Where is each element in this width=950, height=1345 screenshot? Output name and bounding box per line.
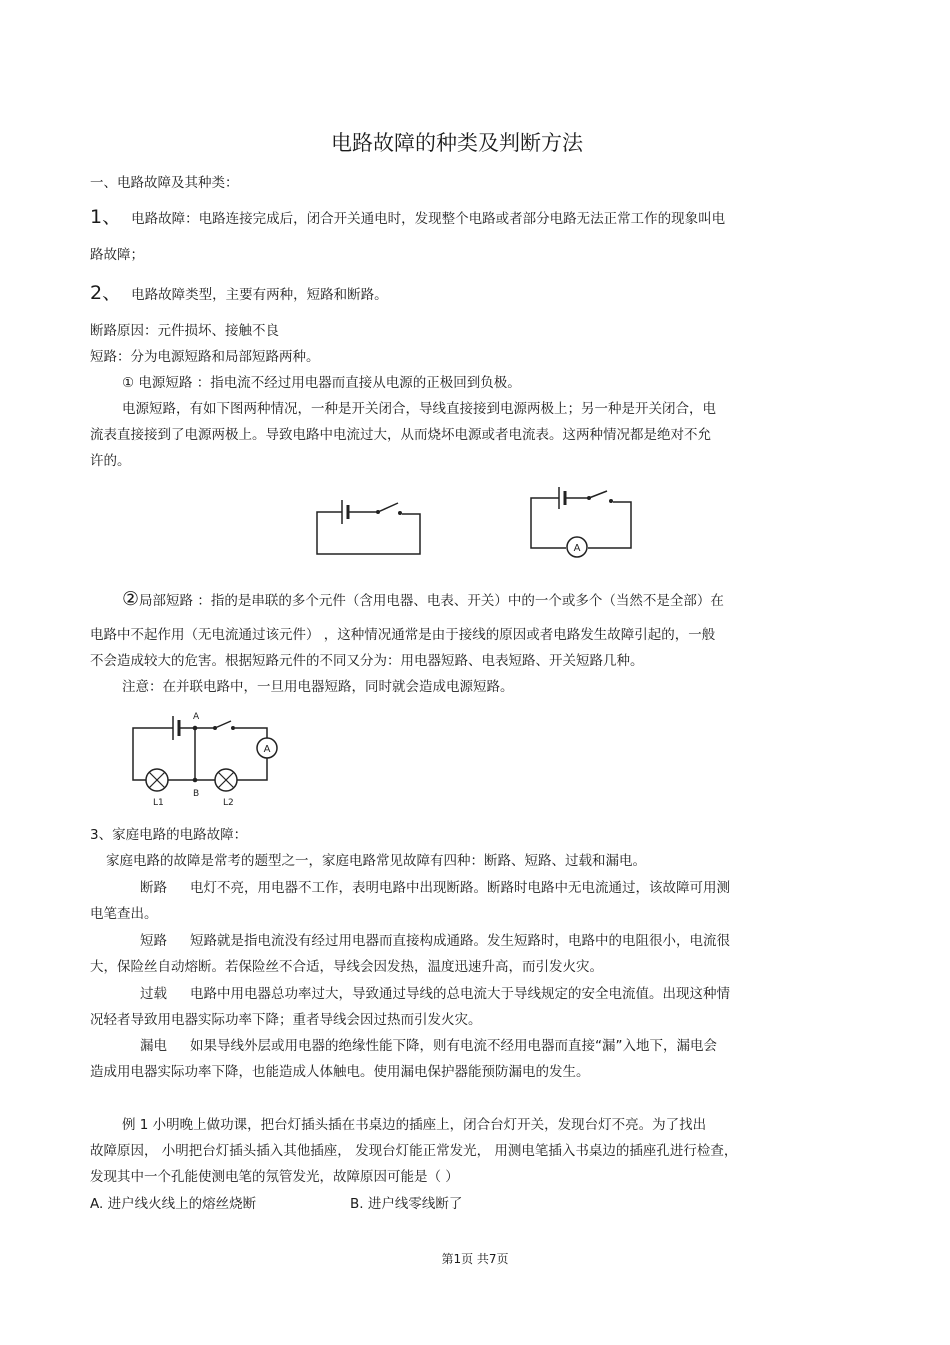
power-short-paragraph-line-3: 许的。 [90, 453, 131, 469]
lamp-l2-icon [215, 769, 237, 791]
option-b: B. 进户线零线断了 [350, 1196, 463, 1212]
fault-open-circuit [140, 879, 730, 897]
example-line-3: 发现其中一个孔能使测电笔的氖管发光，故障原因可能是（ ） [90, 1169, 459, 1185]
fault-text: 电灯不亮，用电器不工作，表明电路中出现断路。断路时电路中无电流通过，该故障可用测 [190, 880, 730, 896]
page-footer: 第1页 共7页 [441, 1252, 509, 1266]
paragraph-1 [90, 208, 725, 228]
ammeter-label: A [263, 744, 271, 755]
parallel-note: 注意：在并联电路中，一旦用电器短路，同时就会造成电源短路。 [122, 679, 514, 695]
short-circuit-description: 短路：分为电源短路和局部短路两种。 [90, 349, 320, 365]
fault-label: 断路 [140, 880, 167, 896]
fault-short-circuit-line-2: 大，保险丝自动熔断。若保险丝不合适，导线会因发热，温度迅速升高，而引发火灾。 [90, 959, 603, 975]
circled-number-2: ② [122, 588, 140, 610]
ammeter-label: A [573, 543, 581, 554]
fault-text: 如果导线外层或用电器的绝缘性能下降，则有电流不经用电器而直接“漏”入地下，漏电会 [190, 1038, 717, 1054]
circled-number-1: ① [122, 375, 135, 391]
fault-label: 漏电 [140, 1038, 167, 1054]
paragraph-2-text: 电路故障类型，主要有两种，短路和断路。 [131, 287, 388, 303]
power-short-paragraph-line-1: 电源短路，有如下图两种情况，一种是开关闭合，导线直接接到电源两极上；另一种是开关闭合，电 [122, 401, 716, 417]
section-3-intro: 家庭电路的故障是常考的题型之一，家庭电路常见故障有四种：断路、短路、过载和漏电。 [106, 853, 646, 869]
node-a-label: A [193, 712, 200, 722]
lamp-l1-icon [146, 769, 168, 791]
paragraph-1-line-2: 路故障； [90, 247, 144, 263]
example-line-2: 故障原因， 小明把台灯插头插入其他插座， 发现台灯能正常发光， 用测电笔插入书桌边的插座孔进行检查， [90, 1143, 738, 1159]
example-line-1: 例 1 小明晚上做功课，把台灯插头插在书桌边的插座上，闭合台灯开关，发现台灯不亮。为了找出 [122, 1117, 707, 1133]
fault-label: 过载 [140, 986, 167, 1002]
power-short-paragraph-line-2: 流表直接接到了电源两极上。导致电路中电流过大，从而烧坏电源或者电流表。这两种情况都是绝对不允 [90, 427, 711, 443]
fault-label: 短路 [140, 933, 167, 949]
power-short-definition [122, 374, 521, 392]
fault-text: 短路就是指电流没有经过用电器而直接构成通路。发生短路时，电路中的电阻很小，电流很 [190, 933, 730, 949]
fault-overload-line-2: 况轻者导致用电器实际功率下降；重者导线会因过热而引发火灾。 [90, 1012, 482, 1028]
paragraph-1-number: 1、 [90, 206, 122, 228]
power-short-text: 电源短路 ：指电流不经过用电器而直接从电源的正极回到负极。 [138, 375, 521, 391]
circuit-diagram-battery-short [310, 488, 430, 560]
local-short-paragraph-line-1: 电路中不起作用（无电流通过该元件） ，这种情况通常是由于接线的原因或者电路发生故障引起的，一般 [90, 627, 716, 643]
lamp-l1-label: L1 [153, 798, 164, 808]
section-3-heading: 3、家庭电路的电路故障： [90, 827, 248, 843]
option-a: A. 进户线火线上的熔丝烧断 [90, 1196, 257, 1212]
section-1-heading: 一、电路故障及其种类： [90, 175, 239, 191]
page-title: 电路故障的种类及判断方法 [331, 131, 583, 155]
open-circuit-cause: 断路原因：元件损坏、接触不良 [90, 323, 279, 339]
node-b-label: B [193, 789, 200, 799]
fault-short-circuit [140, 932, 730, 950]
paragraph-1-line-1: 电路故障：电路连接完成后，闭合开关通电时，发现整个电路或者部分电路无法正常工作的现象叫电 [131, 211, 726, 227]
ammeter-icon [257, 738, 277, 758]
ammeter-icon [567, 537, 587, 557]
local-short-text: 局部短路 ：指的是串联的多个元件（含用电器、电表、开关）中的一个或多个（当然不是全部）在 [139, 593, 724, 609]
local-short-definition [122, 590, 724, 610]
fault-text: 电路中用电器总功率过大，导致通过导线的总电流大于导线规定的安全电流值。出现这种情 [190, 986, 730, 1002]
paragraph-2 [90, 284, 388, 304]
fault-overload [140, 985, 730, 1003]
fault-leakage-line-2: 造成用电器实际功率下降，也能造成人体触电。使用漏电保护器能预防漏电的发生。 [90, 1064, 590, 1080]
paragraph-2-number: 2、 [90, 282, 122, 304]
fault-open-circuit-line-2: 电笔查出。 [90, 906, 158, 922]
local-short-paragraph-line-2: 不会造成较大的危害。根据短路元件的不同又分为：用电器短路、电表短路、开关短路几种。 [90, 653, 644, 669]
circuit-diagram-ammeter-short [525, 484, 640, 560]
lamp-l2-label: L2 [223, 798, 234, 808]
circuit-diagram-parallel-lamps [125, 708, 285, 810]
fault-leakage [140, 1037, 717, 1055]
